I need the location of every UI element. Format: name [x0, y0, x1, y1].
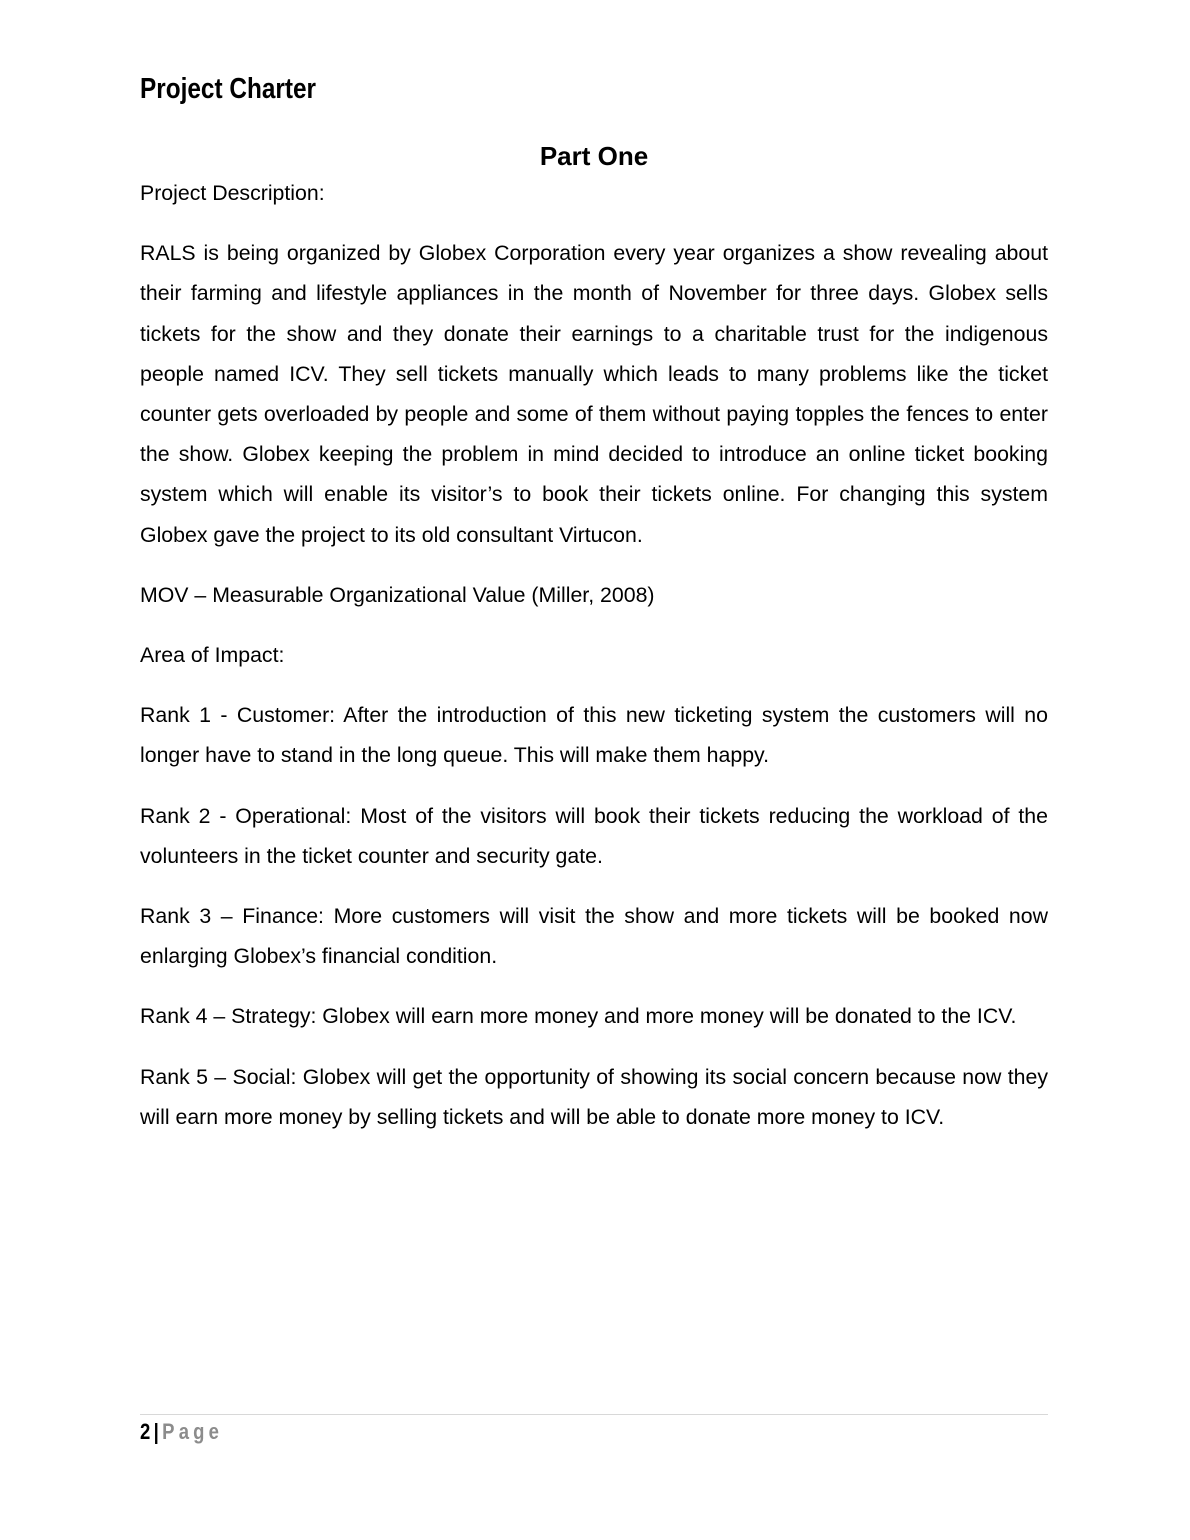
mov-paragraph: MOV – Measurable Organizational Value (Miller, 2008)	[140, 582, 655, 607]
footer-separator: |	[153, 1419, 159, 1444]
footer-divider	[140, 1414, 1048, 1415]
page-number: 2	[140, 1419, 151, 1444]
page-label: Page	[162, 1419, 224, 1444]
project-description-label: Project Description:	[140, 181, 325, 205]
rank-2-paragraph: Rank 2 - Operational: Most of the visitors will book their tickets reducing the workload of the volunteers in the ticket counter and security gate.	[140, 803, 1048, 868]
document-page	[140, 0, 1048, 1540]
rank-4-paragraph: Rank 4 – Strategy: Globex will earn more money and more money will be donated to the ICV.	[140, 1004, 1017, 1029]
rank-1-paragraph: Rank 1 - Customer: After the introduction of this new ticketing system the customers will no longer have to stand in the long queue. This will make them happy.	[140, 703, 1048, 768]
rank-3-paragraph: Rank 3 – Finance: More customers will visit the show and more tickets will be booked now enlarging Globex’s financial condition.	[140, 904, 1048, 969]
document-body	[140, 173, 1048, 1157]
area-of-impact-label: Area of Impact:	[140, 643, 285, 668]
document-header-title: Project Charter	[140, 73, 316, 105]
page-footer	[140, 1417, 223, 1447]
section-heading: Part One	[539, 141, 649, 171]
project-description-paragraph: RALS is being organized by Globex Corporation every year organizes a show revealing about their farming and lifestyle appliances in the month of November for three days. Globex sells tickets for the show and they donate their earnings to a charitable trust for the indigenous people named ICV. They sell tickets manually which leads to many problems like the ticket counter gets overloaded by people and some of them without paying topples the fences to enter the show. Globex keeping the problem in mind decided to introduce an online ticket booking system which will enable its visitor’s to book their tickets online. For changing this system Globex gave the project to its old consultant Virtucon.	[140, 241, 1048, 547]
rank-5-paragraph: Rank 5 – Social: Globex will get the opportunity of showing its social concern because now they will earn more money by selling tickets and will be able to donate more money to ICV.	[140, 1064, 1048, 1129]
